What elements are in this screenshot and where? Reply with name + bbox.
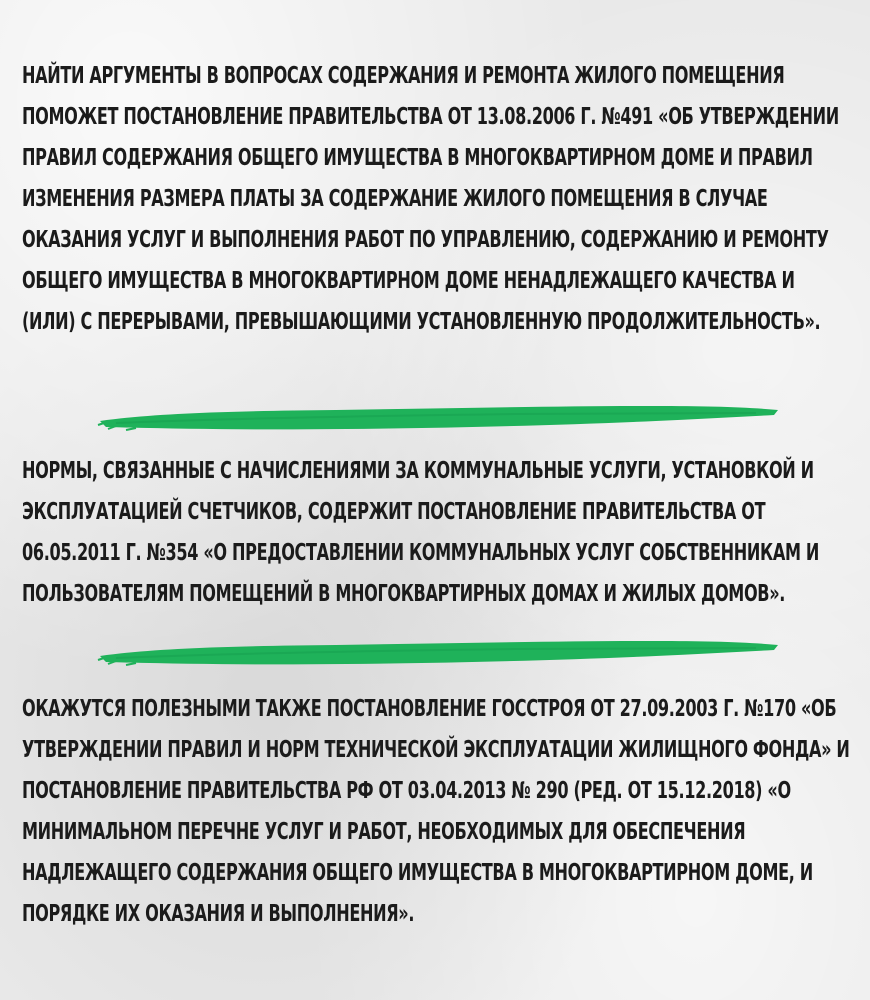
paragraph-decree-170-290: ОКАЖУТСЯ ПОЛЕЗНЫМИ ТАКЖЕ ПОСТАНОВЛЕНИЕ ГОССТРОЯ ОТ 27.09.2003 Г. №170 «ОБ УТВЕРЖДЕНИИ ПРАВИЛ И НОРМ ТЕХНИЧЕСКОЙ ЭКСПЛУАТАЦИИ ЖИЛИЩНОГО ФОНДА» И ПОСТАНОВЛЕНИЕ ПРАВИТЕЛЬСТВА РФ ОТ 03.04.2013 № 290 (РЕД. ОТ 15.12.2018) «О МИНИМАЛЬНОМ ПЕРЕЧНЕ УСЛУГ И РАБОТ, НЕОБХОДИМЫХ ДЛЯ ОБЕСПЕЧЕНИЯ НАДЛЕЖАЩЕГО СОДЕРЖАНИЯ ОБЩЕГО ИМУЩЕСТВА В МНОГОКВАРТИРНОМ ДОМЕ, И ПОРЯДКЕ ИХ ОКАЗАНИЯ И ВЫПОЛНЕНИЯ». bbox=[22, 696, 850, 927]
paragraph-decree-354: НОРМЫ, СВЯЗАННЫЕ С НАЧИСЛЕНИЯМИ ЗА КОММУНАЛЬНЫЕ УСЛУГИ, УСТАНОВКОЙ И ЭКСПЛУАТАЦИЕЙ СЧЕТЧИКОВ, СОДЕРЖИТ ПОСТАНОВЛЕНИЕ ПРАВИТЕЛЬСТВА ОТ 06.05.2011 Г. №354 «О ПРЕДОСТАВЛЕНИИ КОММУНАЛЬНЫХ УСЛУГ СОБСТВЕННИКАМ И ПОЛЬЗОВАТЕЛЯМ ПОМЕЩЕНИЙ В МНОГОКВАРТИРНЫХ ДОМАХ И ЖИЛЫХ ДОМОВ». bbox=[22, 458, 820, 607]
green-brush-stroke-divider bbox=[96, 636, 780, 670]
paragraph-decree-491: НАЙТИ АРГУМЕНТЫ В ВОПРОСАХ СОДЕРЖАНИЯ И РЕМОНТА ЖИЛОГО ПОМЕЩЕНИЯ ПОМОЖЕТ ПОСТАНОВЛЕНИЕ ПРАВИТЕЛЬСТВА ОТ 13.08.2006 Г. №491 «ОБ УТВЕРЖДЕНИИ ПРАВИЛ СОДЕРЖАНИЯ ОБЩЕГО ИМУЩЕСТВА В МНОГОКВАРТИРНОМ ДОМЕ И ПРАВИЛ ИЗМЕНЕНИЯ РАЗМЕРА ПЛАТЫ ЗА СОДЕРЖАНИЕ ЖИЛОГО ПОМЕЩЕНИЯ В СЛУЧАЕ ОКАЗАНИЯ УСЛУГ И ВЫПОЛНЕНИЯ РАБОТ ПО УПРАВЛЕНИЮ, СОДЕРЖАНИЮ И РЕМОНТУ ОБЩЕГО ИМУЩЕСТВА В МНОГОКВАРТИРНОМ ДОМЕ НЕНАДЛЕЖАЩЕГО КАЧЕСТВА И (ИЛИ) С ПЕРЕРЫВАМИ, ПРЕВЫШАЮЩИМИ УСТАНОВЛЕННУЮ ПРОДОЛЖИТЕЛЬНОСТЬ». bbox=[22, 63, 839, 335]
green-brush-stroke-divider bbox=[96, 401, 780, 435]
